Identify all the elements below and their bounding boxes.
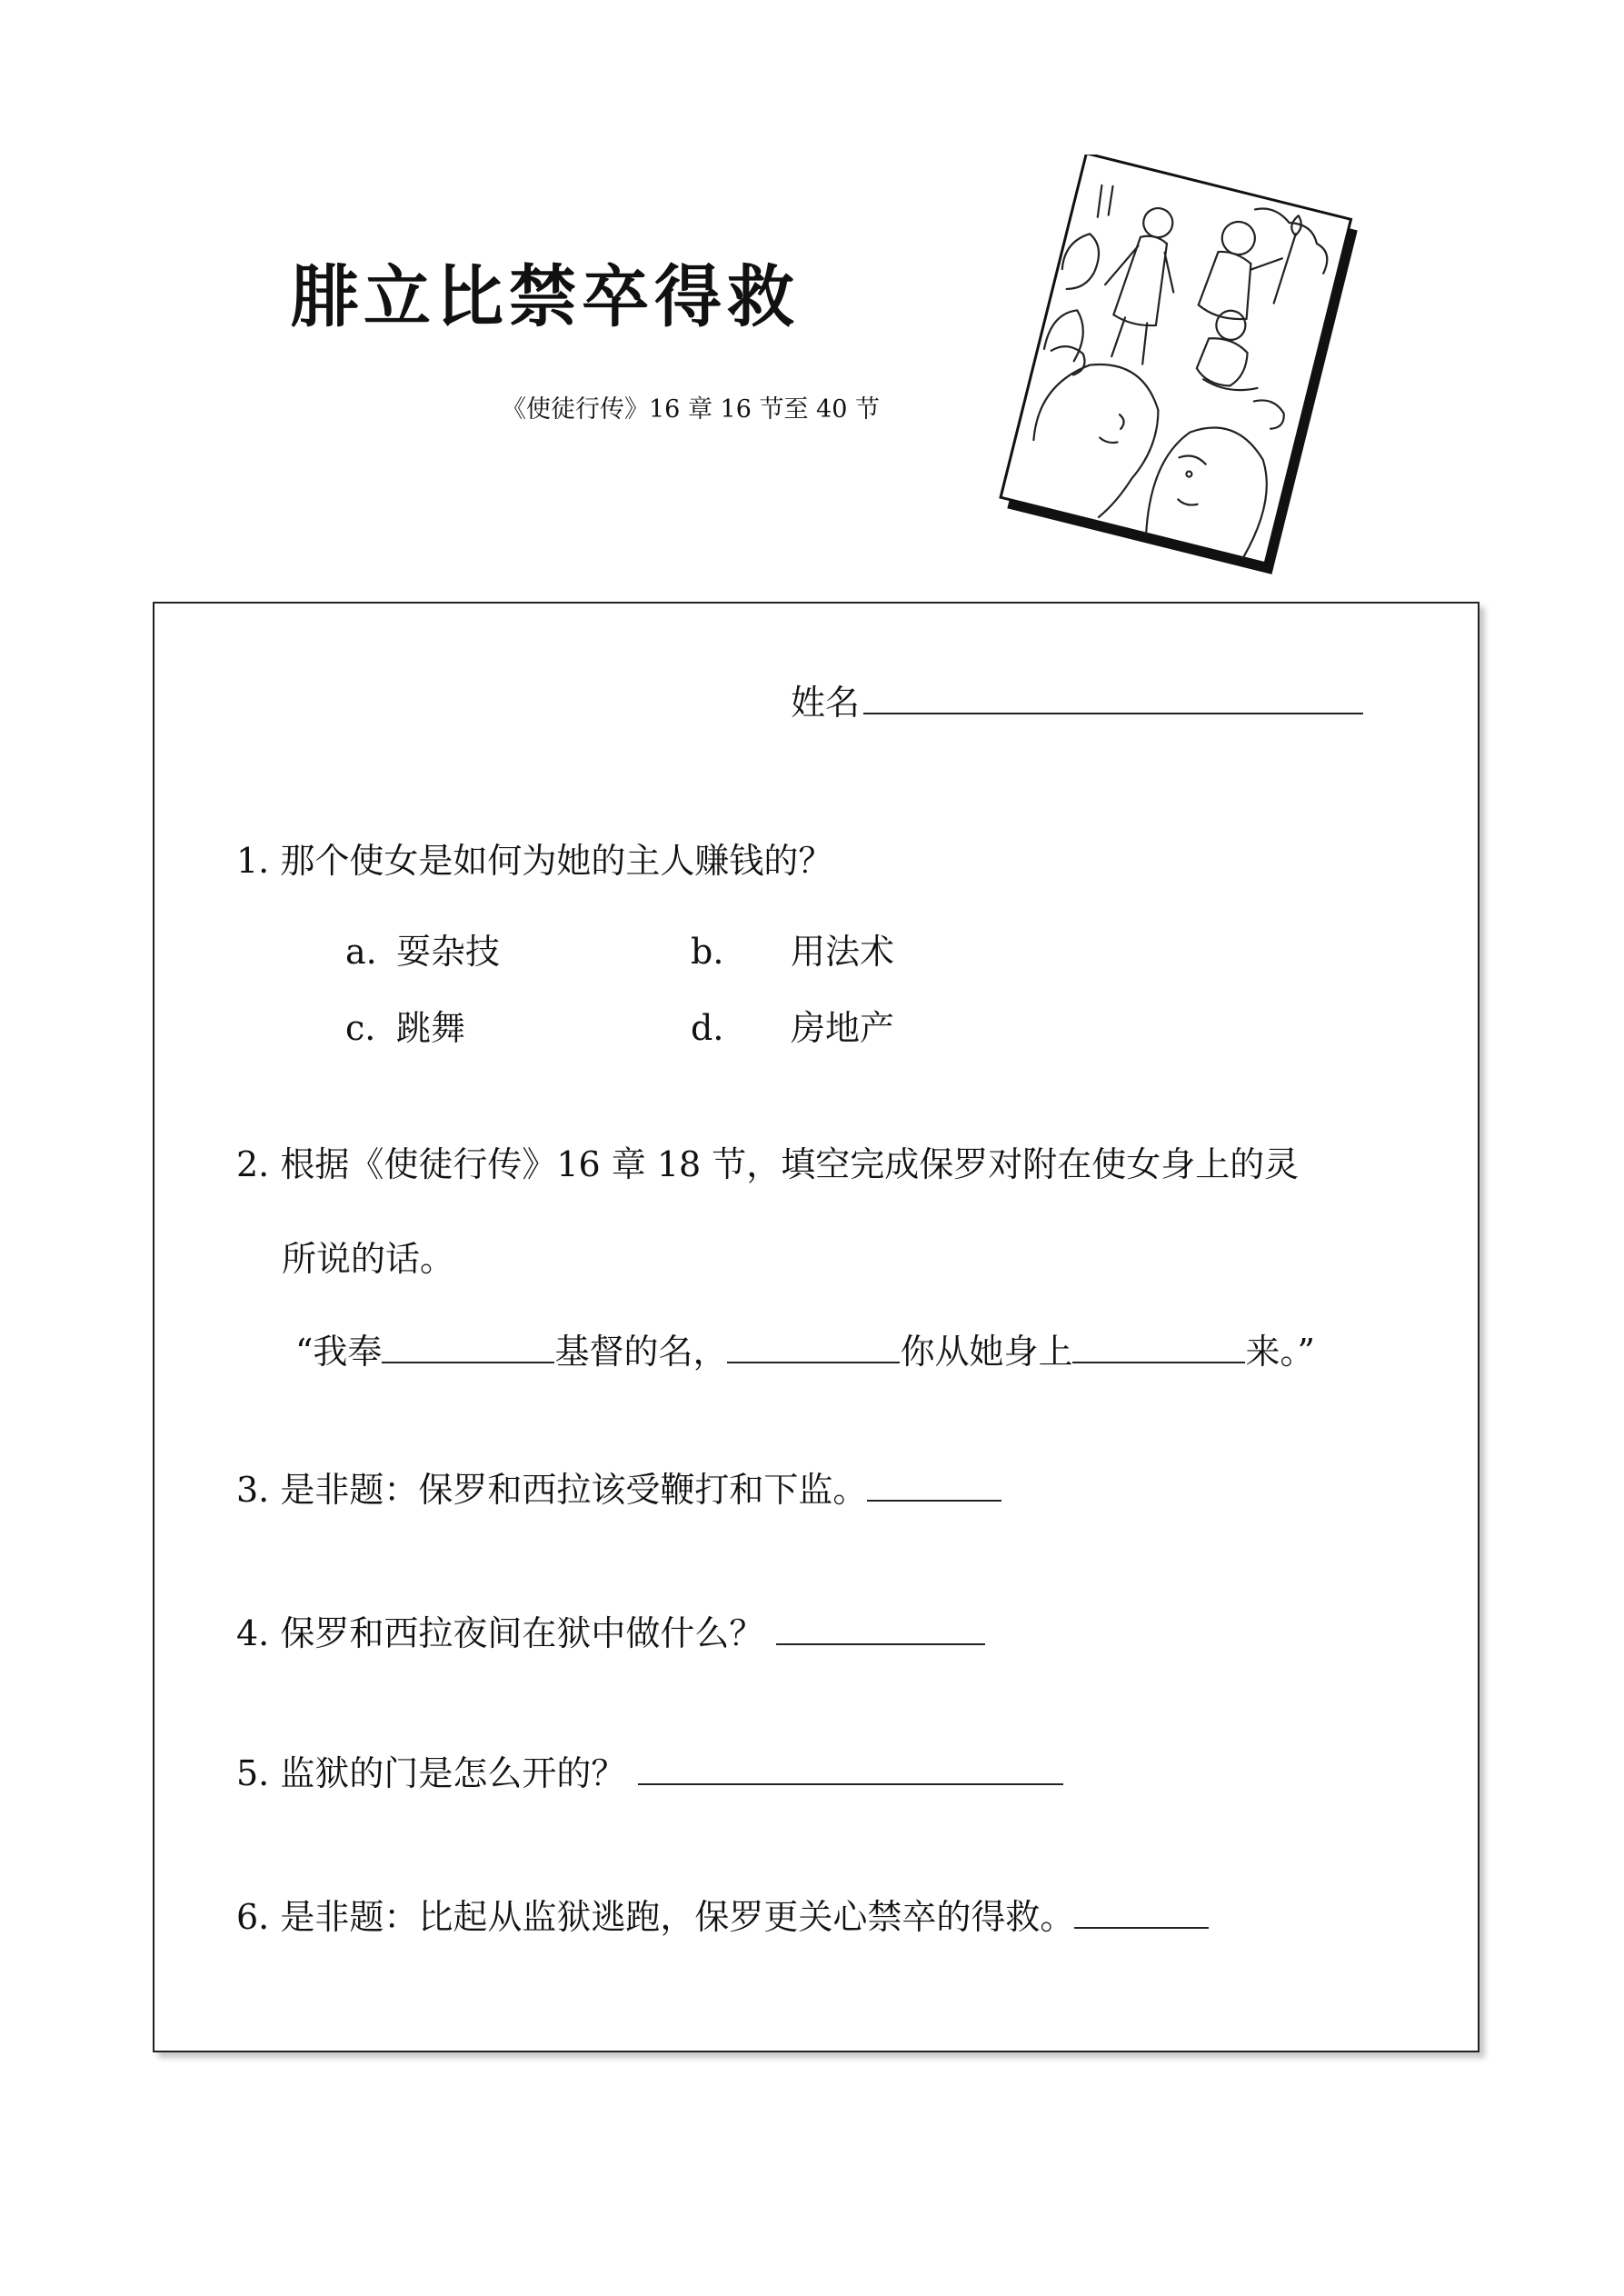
q4-answer-field[interactable] <box>776 1611 985 1645</box>
question-2-quote: “我奉 基督的名， 你从她身上 来。” <box>295 1323 1315 1373</box>
q2-blank-2[interactable] <box>727 1329 900 1363</box>
bible-story-illustration <box>986 155 1368 591</box>
page-title: 腓立比禁卒得救 <box>291 258 800 336</box>
name-label: 姓名 <box>791 683 861 723</box>
name-row <box>791 674 1363 724</box>
question-6: 6. 是非题：比起从监狱逃跑，保罗更关心禁卒的得救。 <box>236 1889 1209 1939</box>
name-field[interactable] <box>863 680 1363 714</box>
worksheet-box <box>153 602 1480 2052</box>
question-4: 4. 保罗和西拉夜间在狱中做什么？ <box>236 1605 985 1655</box>
q5-answer-field[interactable] <box>638 1751 1063 1785</box>
q1-option-c[interactable]: c. 跳舞 <box>345 1008 466 1048</box>
q1-option-d[interactable]: d. 房地产 <box>691 1008 895 1048</box>
question-1: 1. 那个使女是如何为她的主人赚钱的？ <box>236 841 833 881</box>
question-2-line-1: 2. 根据《使徒行传》16 章 18 节，填空完成保罗对附在使女身上的灵 <box>236 1144 1300 1184</box>
scripture-reference: 《使徒行传》16 章 16 节至 40 节 <box>502 395 880 424</box>
question-3: 3. 是非题：保罗和西拉该受鞭打和下监。 <box>236 1462 1001 1512</box>
q1-option-a[interactable]: a. 耍杂技 <box>345 932 501 972</box>
q1-option-b[interactable]: b. 用法术 <box>691 932 895 972</box>
question-5: 5. 监狱的门是怎么开的？ <box>236 1745 1063 1795</box>
q6-answer-field[interactable] <box>1074 1894 1209 1929</box>
q2-blank-3[interactable] <box>1072 1329 1245 1363</box>
q3-answer-field[interactable] <box>867 1467 1001 1502</box>
q2-blank-1[interactable] <box>382 1329 554 1363</box>
question-2-line-2: 所说的话。 <box>282 1239 455 1279</box>
